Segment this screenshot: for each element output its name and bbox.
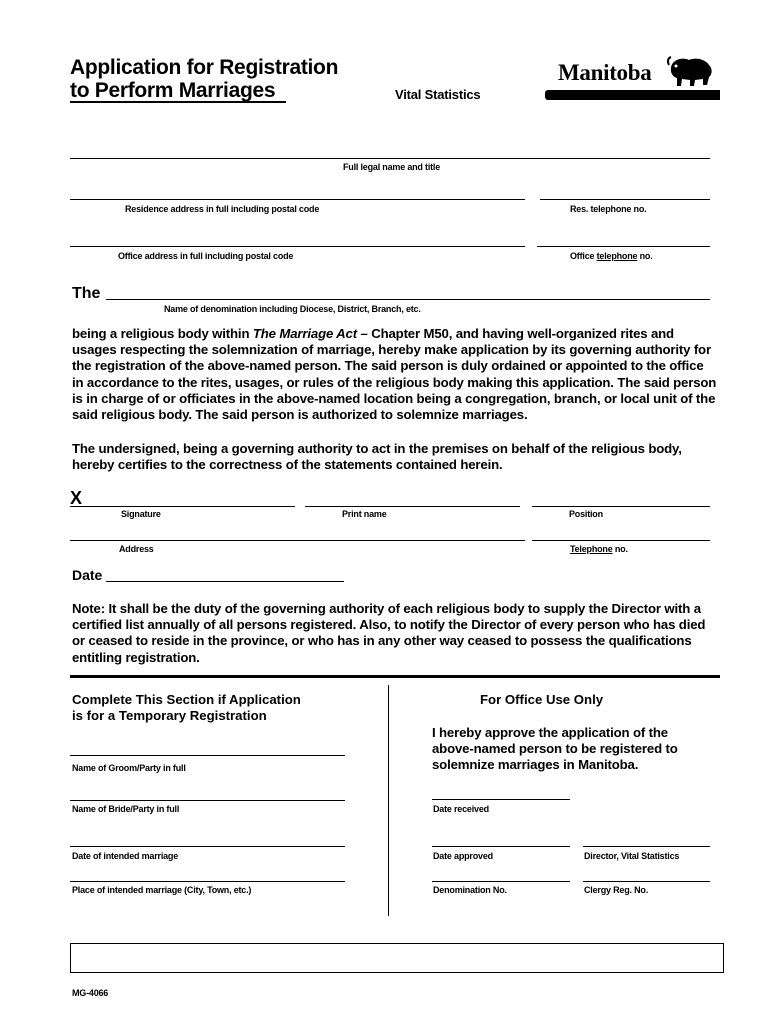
res-telephone-line[interactable] xyxy=(540,199,710,200)
department-name: Vital Statistics xyxy=(395,87,481,102)
groom-name-line[interactable] xyxy=(70,755,345,756)
logo-bar xyxy=(545,90,720,100)
the-label: The xyxy=(72,285,101,302)
date-line[interactable] xyxy=(106,581,344,582)
date-approved-label: Date approved xyxy=(433,851,493,861)
bison-icon xyxy=(665,55,715,91)
clergy-reg-line[interactable] xyxy=(583,881,710,882)
form-title-line2: to Perform Marriages xyxy=(70,79,276,102)
section-divider xyxy=(70,675,720,678)
res-telephone-label: Res. telephone no. xyxy=(570,204,647,214)
position-label: Position xyxy=(569,509,603,519)
signature-label: Signature xyxy=(121,509,161,519)
director-label: Director, Vital Statistics xyxy=(584,851,680,861)
groom-name-label: Name of Groom/Party in full xyxy=(72,763,186,773)
denomination-number-label: Denomination No. xyxy=(433,885,507,895)
column-divider xyxy=(388,685,389,916)
date-received-line[interactable] xyxy=(432,799,570,800)
clergy-reg-label: Clergy Reg. No. xyxy=(584,885,649,895)
date-approved-line[interactable] xyxy=(432,846,570,847)
signatory-address-line[interactable] xyxy=(70,540,525,541)
office-notes-box[interactable] xyxy=(70,943,724,973)
logo-wordmark: Manitoba xyxy=(558,60,652,85)
office-address-line[interactable] xyxy=(70,246,525,247)
office-address-label: Office address in full including postal code xyxy=(118,251,294,261)
declaration-paragraph: being a religious body within The Marriage Act – Chapter M50, and having well-organized rites and usages respecting the solemnization of marriage, hereby make application by its governing authority for the registration of the above-named person. The said person is duly ordained or appointed to the office in accordance to the rites, usages, or rules of the religious body making this application. The said person is in charge of or officiates in the above-named location being a congregation, branch, or local unit of the said religious body. The said person is authorized to solemnize marriages. xyxy=(72,326,717,423)
certification-paragraph: The undersigned, being a governing authority to act in the premises on behalf of the religious body, hereby certifies to the correctness of the statements contained herein. xyxy=(72,441,682,473)
full-name-line[interactable] xyxy=(70,158,710,159)
bride-name-label: Name of Bride/Party in full xyxy=(72,804,180,814)
position-line[interactable] xyxy=(532,506,710,507)
denomination-line[interactable] xyxy=(106,299,710,300)
signatory-telephone-line[interactable] xyxy=(532,540,710,541)
marriage-place-label: Place of intended marriage (City, Town, etc.) xyxy=(72,885,252,895)
print-name-label: Print name xyxy=(342,509,387,519)
approval-statement: I hereby approve the application of the above-named person to be registered to solemnize marriages in Manitoba. xyxy=(432,725,678,773)
form-title-line1: Application for Registration xyxy=(70,56,339,79)
signature-x-mark: X xyxy=(70,488,83,508)
signature-line[interactable] xyxy=(70,506,295,507)
temporary-section-heading: Complete This Section if Application is for a Temporary Registration xyxy=(72,692,301,723)
office-telephone-line[interactable] xyxy=(537,246,710,247)
director-signature-line[interactable] xyxy=(583,846,710,847)
marriage-date-label: Date of intended marriage xyxy=(72,851,179,861)
denomination-label: Name of denomination including Diocese, District, Branch, etc. xyxy=(164,304,421,314)
residence-address-label: Residence address in full including postal code xyxy=(125,204,320,214)
print-name-line[interactable] xyxy=(305,506,520,507)
date-label: Date xyxy=(72,567,103,583)
form-code: MG-4066 xyxy=(72,988,109,998)
signatory-telephone-label: Telephone no. xyxy=(570,544,628,554)
office-use-heading: For Office Use Only xyxy=(480,692,604,707)
form-title xyxy=(70,56,338,102)
title-underline xyxy=(70,101,286,103)
marriage-place-line[interactable] xyxy=(70,881,345,882)
date-received-label: Date received xyxy=(433,804,489,814)
marriage-date-line[interactable] xyxy=(70,846,345,847)
bride-name-line[interactable] xyxy=(70,800,345,801)
signatory-address-label: Address xyxy=(119,544,154,554)
manitoba-logo xyxy=(540,52,720,102)
full-name-label: Full legal name and title xyxy=(343,162,441,172)
residence-address-line[interactable] xyxy=(70,199,525,200)
office-telephone-label: Office telephone no. xyxy=(570,251,653,261)
denomination-number-line[interactable] xyxy=(432,881,570,882)
note-paragraph: Note: It shall be the duty of the governing authority of each religious body to supply the Director with a certified list annually of all persons registered. Also, to notify the Director of every person who has died or ceased to reside in the province, or who has in any other way ceased to possess the qualifications entitling registration. xyxy=(72,601,706,665)
